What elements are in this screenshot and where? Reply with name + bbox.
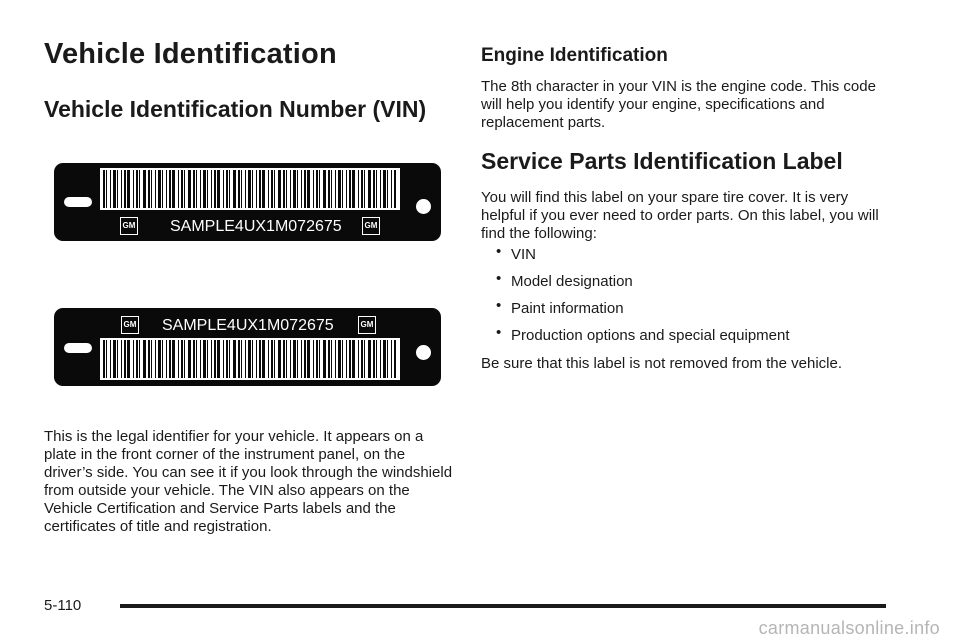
barcode-bar: [203, 340, 206, 378]
barcode-bar: [256, 170, 257, 208]
barcode-bar: [136, 340, 138, 378]
barcode-bar: [193, 170, 195, 208]
vin-barcode: [100, 338, 400, 380]
barcode-bar: [364, 340, 365, 378]
barcode-bar: [286, 340, 287, 378]
barcode-bar: [342, 340, 343, 378]
barcode-bar: [178, 340, 179, 378]
barcode-bar: [313, 170, 314, 208]
barcode-bar: [181, 170, 183, 208]
barcode-bar: [211, 340, 212, 378]
barcode-bar: [262, 340, 265, 378]
barcode-bar: [368, 340, 371, 378]
barcode-bar: [106, 340, 107, 378]
barcode-bar: [335, 170, 336, 208]
engine-heading: Engine Identification: [481, 45, 668, 66]
vin-plate-bottom: [54, 308, 441, 386]
barcode-bar: [166, 340, 167, 378]
barcode-bar: [110, 170, 111, 208]
plate-slot: [64, 343, 92, 353]
barcode-bar: [193, 340, 195, 378]
barcode-bar: [238, 170, 240, 208]
barcode-bar: [226, 170, 228, 208]
barcode-bar: [256, 340, 257, 378]
barcode-bar: [352, 340, 355, 378]
barcode-bar: [342, 170, 343, 208]
barcode-bar: [271, 170, 273, 208]
barcode-bar: [143, 170, 146, 208]
barcode-bar: [391, 340, 392, 378]
barcode-bar: [127, 340, 130, 378]
barcode-bar: [293, 170, 296, 208]
barcode-bar: [323, 170, 326, 208]
barcode-bar: [245, 340, 246, 378]
barcode-bar: [290, 340, 291, 378]
barcode-bar: [188, 340, 191, 378]
barcode-bar: [274, 340, 275, 378]
barcode-bar: [223, 170, 224, 208]
barcode-bar: [181, 340, 183, 378]
barcode-bar: [252, 170, 253, 208]
barcode-bar: [364, 170, 365, 208]
barcode-bar: [110, 340, 111, 378]
barcode-bar: [346, 340, 347, 378]
barcode-bar: [278, 340, 281, 378]
gm-logo: [358, 316, 376, 334]
plate-hole: [416, 199, 431, 214]
barcode-bar: [252, 340, 253, 378]
barcode-bar: [283, 340, 285, 378]
barcode-bar: [155, 340, 156, 378]
plate-hole: [416, 345, 431, 360]
barcode-bar: [124, 340, 126, 378]
barcode-bar: [361, 170, 363, 208]
watermark: carmanualsonline.info: [758, 618, 940, 638]
barcode-bar: [158, 170, 161, 208]
barcode-bar: [124, 170, 126, 208]
barcode-bar: [286, 170, 287, 208]
barcode-bar: [233, 170, 236, 208]
barcode-bar: [304, 340, 306, 378]
barcode-bar: [113, 340, 116, 378]
vin-plate-text: SAMPLE4UX1M072675: [170, 218, 342, 235]
barcode-bar: [346, 170, 347, 208]
barcode-bar: [207, 340, 208, 378]
barcode-bar: [169, 170, 171, 208]
list-item: • Paint information: [496, 300, 790, 327]
barcode-bar: [349, 340, 351, 378]
service-label-list: [496, 246, 790, 354]
barcode-bar: [184, 340, 185, 378]
barcode-bar: [373, 170, 375, 208]
barcode-bar: [368, 170, 371, 208]
barcode-bar: [151, 340, 152, 378]
barcode-bar: [248, 170, 251, 208]
barcode-bar: [293, 340, 296, 378]
barcode-bar: [155, 170, 156, 208]
barcode-bar: [361, 340, 363, 378]
barcode-bar: [196, 340, 197, 378]
barcode-bar: [328, 170, 330, 208]
barcode-bar: [245, 170, 246, 208]
barcode-bar: [139, 170, 140, 208]
barcode-bar: [148, 340, 150, 378]
barcode-bar: [217, 340, 220, 378]
barcode-bar: [241, 340, 242, 378]
barcode-bar: [338, 170, 341, 208]
barcode-bar: [297, 340, 298, 378]
barcode-bar: [106, 170, 107, 208]
barcode-bar: [283, 170, 285, 208]
gm-logo: [120, 217, 138, 235]
barcode-bar: [383, 340, 386, 378]
barcode-bar: [172, 340, 175, 378]
barcode-bar: [211, 170, 212, 208]
barcode-bar: [162, 170, 163, 208]
barcode-bar: [373, 340, 375, 378]
barcode-bar: [169, 340, 171, 378]
barcode-bar: [136, 170, 138, 208]
barcode-bar: [226, 340, 228, 378]
barcode-bar: [229, 340, 230, 378]
barcode-bar: [233, 340, 236, 378]
barcode-bar: [323, 340, 326, 378]
barcode-bar: [316, 170, 318, 208]
barcode-bar: [127, 170, 130, 208]
barcode-bar: [338, 340, 341, 378]
barcode-bar: [200, 340, 201, 378]
barcode-bar: [148, 170, 150, 208]
barcode-bar: [297, 170, 298, 208]
barcode-bar: [203, 170, 206, 208]
vin-heading: Vehicle Identification Number (VIN): [44, 96, 427, 122]
gm-logo: [121, 316, 139, 334]
vin-paragraph: This is the legal identifier for your vehicle. It appears on a plate in the front corner of the instrument panel, on the driver’s side. You can see it if you look through the windshield from outside your vehicle. The VIN also appears on the Vehicle Certification and Service Parts labels and the certificates of title and registration.: [44, 428, 453, 535]
barcode-bar: [268, 170, 269, 208]
barcode-bar: [178, 170, 179, 208]
barcode-bar: [319, 340, 320, 378]
list-item: • VIN: [496, 246, 790, 273]
barcode-bar: [376, 340, 377, 378]
list-item: • Model designation: [496, 273, 790, 300]
service-heading: Service Parts Identification Label: [481, 148, 843, 174]
barcode-bar: [214, 170, 216, 208]
gm-logo: [362, 217, 380, 235]
barcode-bar: [278, 170, 281, 208]
list-item: • Production options and special equipment: [496, 327, 790, 354]
barcode-bar: [358, 170, 359, 208]
page-number: 5-110: [44, 597, 82, 614]
barcode-bar: [172, 170, 175, 208]
barcode-bar: [184, 170, 185, 208]
plate-slot: [64, 197, 92, 207]
barcode-bar: [223, 340, 224, 378]
barcode-bar: [196, 170, 197, 208]
barcode-bar: [188, 170, 191, 208]
barcode-bar: [352, 170, 355, 208]
closing-paragraph: Be sure that this label is not removed from the vehicle.: [481, 355, 843, 372]
barcode-bar: [328, 340, 330, 378]
barcode-bar: [268, 340, 269, 378]
barcode-bar: [133, 170, 134, 208]
barcode-bar: [259, 170, 261, 208]
vin-plate-top: [54, 163, 441, 241]
barcode-bar: [217, 170, 220, 208]
barcode-bar: [262, 170, 265, 208]
barcode-bar: [383, 170, 386, 208]
gm-logo-text: GM: [364, 221, 378, 230]
footer-rule: [120, 604, 886, 608]
barcode-bar: [380, 170, 381, 208]
barcode-bar: [200, 170, 201, 208]
barcode-bar: [313, 340, 314, 378]
barcode-bar: [307, 170, 310, 208]
barcode-bar: [214, 340, 216, 378]
barcode-bar: [349, 170, 351, 208]
barcode-bar: [319, 170, 320, 208]
barcode-bar: [394, 170, 396, 208]
page-title: Vehicle Identification: [44, 38, 337, 70]
barcode-bar: [335, 340, 336, 378]
barcode-bar: [387, 170, 388, 208]
barcode-bar: [316, 340, 318, 378]
gm-logo-text: GM: [122, 221, 136, 230]
barcode-bar: [271, 340, 273, 378]
barcode-bar: [387, 340, 388, 378]
vin-barcode: [100, 168, 400, 210]
vin-plate-text: SAMPLE4UX1M072675: [162, 317, 334, 334]
barcode-bar: [301, 170, 302, 208]
barcode-bar: [166, 170, 167, 208]
barcode-bar: [331, 170, 332, 208]
barcode-bar: [259, 340, 261, 378]
barcode-bar: [151, 170, 152, 208]
barcode-bar: [117, 340, 118, 378]
barcode-bar: [139, 340, 140, 378]
barcode-bar: [380, 340, 381, 378]
barcode-bar: [121, 170, 122, 208]
barcode-bar: [241, 170, 242, 208]
barcode-bar: [248, 340, 251, 378]
barcode-bar: [301, 340, 302, 378]
barcode-bar: [358, 340, 359, 378]
barcode-bar: [143, 340, 146, 378]
barcode-bar: [304, 170, 306, 208]
barcode-bar: [229, 170, 230, 208]
barcode-bar: [274, 170, 275, 208]
gm-logo-text: GM: [123, 320, 137, 329]
engine-paragraph: The 8th character in your VIN is the engine code. This code will help you identify your engine, specifications and replacement parts.: [481, 78, 876, 131]
barcode-bar: [121, 340, 122, 378]
gm-logo-text: GM: [360, 320, 374, 329]
barcode-bar: [238, 340, 240, 378]
barcode-bar: [290, 170, 291, 208]
service-paragraph: You will find this label on your spare tire cover. It is very helpful if you ever need to order parts. On this label, you will find the following:: [481, 189, 879, 242]
barcode-bar: [376, 170, 377, 208]
barcode-bar: [103, 170, 105, 208]
barcode-bar: [331, 340, 332, 378]
barcode-bar: [158, 340, 161, 378]
barcode-bar: [133, 340, 134, 378]
barcode-bar: [394, 340, 396, 378]
barcode-bar: [117, 170, 118, 208]
barcode-bar: [162, 340, 163, 378]
barcode-bar: [113, 170, 116, 208]
barcode-bar: [307, 340, 310, 378]
barcode-bar: [207, 170, 208, 208]
barcode-bar: [103, 340, 105, 378]
barcode-bar: [391, 170, 392, 208]
